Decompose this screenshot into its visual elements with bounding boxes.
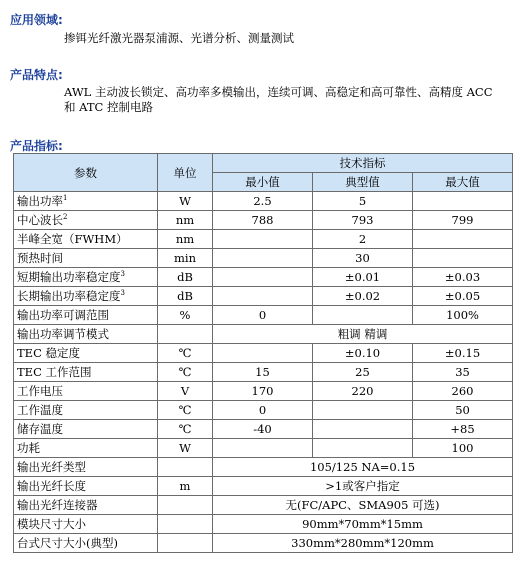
max-cell: ±0.15 xyxy=(413,344,513,363)
application-heading: 应用领域: xyxy=(10,13,63,27)
param-cell xyxy=(14,230,158,249)
param-cell xyxy=(14,287,158,306)
spec-table-body xyxy=(14,192,513,553)
param-label: 输出功率调节模式 xyxy=(17,327,109,341)
min-cell: 788 xyxy=(213,211,313,230)
unit-cell: ℃ xyxy=(158,420,213,439)
param-cell xyxy=(14,325,158,344)
unit-cell: W xyxy=(158,439,213,458)
param-cell xyxy=(14,211,158,230)
max-cell: +85 xyxy=(413,420,513,439)
param-cell xyxy=(14,439,158,458)
param-footnote: 1 xyxy=(63,194,68,203)
param-cell xyxy=(14,496,158,515)
param-label: 长期输出功率稳定度 xyxy=(17,289,121,303)
unit-cell: min xyxy=(158,249,213,268)
param-cell xyxy=(14,249,158,268)
unit-cell xyxy=(158,515,213,534)
param-cell xyxy=(14,306,158,325)
spec-span-cell: 330mm*280mm*120mm xyxy=(213,534,513,553)
spec-span-cell: 105/125 NA=0.15 xyxy=(213,458,513,477)
param-cell xyxy=(14,401,158,420)
min-cell xyxy=(213,287,313,306)
param-label: 中心波长 xyxy=(17,213,63,227)
param-footnote: 2 xyxy=(63,213,68,222)
typ-cell: ±0.02 xyxy=(313,287,413,306)
typ-cell xyxy=(313,439,413,458)
table-row xyxy=(14,268,513,287)
max-cell: ±0.03 xyxy=(413,268,513,287)
unit-cell xyxy=(158,458,213,477)
max-cell: ±0.05 xyxy=(413,287,513,306)
unit-cell: m xyxy=(158,477,213,496)
typ-cell: 2 xyxy=(313,230,413,249)
table-row xyxy=(14,249,513,268)
typ-cell: 220 xyxy=(313,382,413,401)
table-row xyxy=(14,325,513,344)
table-row xyxy=(14,363,513,382)
param-label: 工作温度 xyxy=(17,403,63,417)
typ-cell xyxy=(313,420,413,439)
max-cell: 100 xyxy=(413,439,513,458)
typ-cell: 25 xyxy=(313,363,413,382)
unit-cell: % xyxy=(158,306,213,325)
min-cell xyxy=(213,249,313,268)
unit-cell: nm xyxy=(158,211,213,230)
min-cell xyxy=(213,344,313,363)
header-tech-spec: 技术指标 xyxy=(213,154,513,173)
min-cell: 170 xyxy=(213,382,313,401)
min-cell xyxy=(213,230,313,249)
unit-cell: nm xyxy=(158,230,213,249)
table-row xyxy=(14,192,513,211)
param-label: 预热时间 xyxy=(17,251,63,265)
max-cell xyxy=(413,230,513,249)
typ-cell: 5 xyxy=(313,192,413,211)
typ-cell: ±0.10 xyxy=(313,344,413,363)
header-min: 最小值 xyxy=(213,173,313,192)
param-label: 工作电压 xyxy=(17,384,63,398)
unit-cell xyxy=(158,534,213,553)
param-cell xyxy=(14,534,158,553)
param-label: TEC 工作范围 xyxy=(17,365,92,379)
table-row xyxy=(14,458,513,477)
max-cell: 100% xyxy=(413,306,513,325)
param-label: 模块尺寸大小 xyxy=(17,517,86,531)
unit-cell: V xyxy=(158,382,213,401)
min-cell: 15 xyxy=(213,363,313,382)
typ-cell xyxy=(313,401,413,420)
table-row xyxy=(14,401,513,420)
unit-cell: ℃ xyxy=(158,363,213,382)
unit-cell: dB xyxy=(158,287,213,306)
table-row xyxy=(14,496,513,515)
features-line-2: 和 ATC 控制电路 xyxy=(64,100,153,114)
spec-span-cell: 无(FC/APC、SMA905 可选) xyxy=(213,496,513,515)
min-cell xyxy=(213,439,313,458)
max-cell: 260 xyxy=(413,382,513,401)
max-cell: 50 xyxy=(413,401,513,420)
unit-cell: W xyxy=(158,192,213,211)
features-line-1: AWL 主动波长锁定、高功率多模输出，连续可调、高稳定和高可靠性、高精度 ACC xyxy=(64,85,493,99)
unit-cell xyxy=(158,496,213,515)
param-label: 输出光纤类型 xyxy=(17,460,86,474)
spec-span-cell: 粗调 精调 xyxy=(213,325,513,344)
unit-cell: ℃ xyxy=(158,401,213,420)
spec-span-cell: 90mm*70mm*15mm xyxy=(213,515,513,534)
param-label: 输出光纤连接器 xyxy=(17,498,98,512)
table-row xyxy=(14,344,513,363)
typ-cell xyxy=(313,306,413,325)
max-cell xyxy=(413,192,513,211)
unit-cell: ℃ xyxy=(158,344,213,363)
param-cell xyxy=(14,458,158,477)
header-unit: 单位 xyxy=(158,154,213,192)
min-cell: -40 xyxy=(213,420,313,439)
header-max: 最大值 xyxy=(413,173,513,192)
param-label: 短期输出功率稳定度 xyxy=(17,270,121,284)
application-text: 掺铒光纤激光器泵浦源、光谱分析、测量测试 xyxy=(64,31,294,45)
typ-cell: ±0.01 xyxy=(313,268,413,287)
param-cell xyxy=(14,268,158,287)
param-footnote: 3 xyxy=(120,270,125,279)
param-label: 储存温度 xyxy=(17,422,63,436)
typ-cell: 793 xyxy=(313,211,413,230)
spec-table xyxy=(13,153,513,553)
unit-cell: dB xyxy=(158,268,213,287)
param-label: 台式尺寸大小(典型) xyxy=(17,536,118,550)
max-cell: 35 xyxy=(413,363,513,382)
typ-cell: 30 xyxy=(313,249,413,268)
param-cell xyxy=(14,515,158,534)
min-cell: 0 xyxy=(213,401,313,420)
table-row xyxy=(14,230,513,249)
min-cell: 0 xyxy=(213,306,313,325)
param-cell xyxy=(14,382,158,401)
table-row xyxy=(14,439,513,458)
param-cell xyxy=(14,192,158,211)
table-row xyxy=(14,420,513,439)
param-footnote: 3 xyxy=(120,289,125,298)
table-row xyxy=(14,477,513,496)
table-row xyxy=(14,211,513,230)
table-row xyxy=(14,382,513,401)
param-cell xyxy=(14,477,158,496)
param-cell xyxy=(14,344,158,363)
param-label: TEC 稳定度 xyxy=(17,346,81,360)
param-label: 输出功率 xyxy=(17,194,63,208)
table-row xyxy=(14,515,513,534)
min-cell: 2.5 xyxy=(213,192,313,211)
table-row xyxy=(14,306,513,325)
param-label: 输出光纤长度 xyxy=(17,479,86,493)
param-label: 输出功率可调范围 xyxy=(17,308,109,322)
spec-table-header xyxy=(14,154,513,192)
param-label: 功耗 xyxy=(17,441,40,455)
header-param: 参数 xyxy=(14,154,158,192)
features-heading: 产品特点: xyxy=(10,68,63,82)
specs-heading: 产品指标: xyxy=(10,139,63,153)
max-cell xyxy=(413,249,513,268)
header-typ: 典型值 xyxy=(313,173,413,192)
param-label: 半峰全宽（FWHM） xyxy=(17,232,128,246)
param-cell xyxy=(14,420,158,439)
table-row xyxy=(14,534,513,553)
spec-span-cell: >1或客户指定 xyxy=(213,477,513,496)
min-cell xyxy=(213,268,313,287)
param-cell xyxy=(14,363,158,382)
table-row xyxy=(14,287,513,306)
unit-cell xyxy=(158,325,213,344)
max-cell: 799 xyxy=(413,211,513,230)
